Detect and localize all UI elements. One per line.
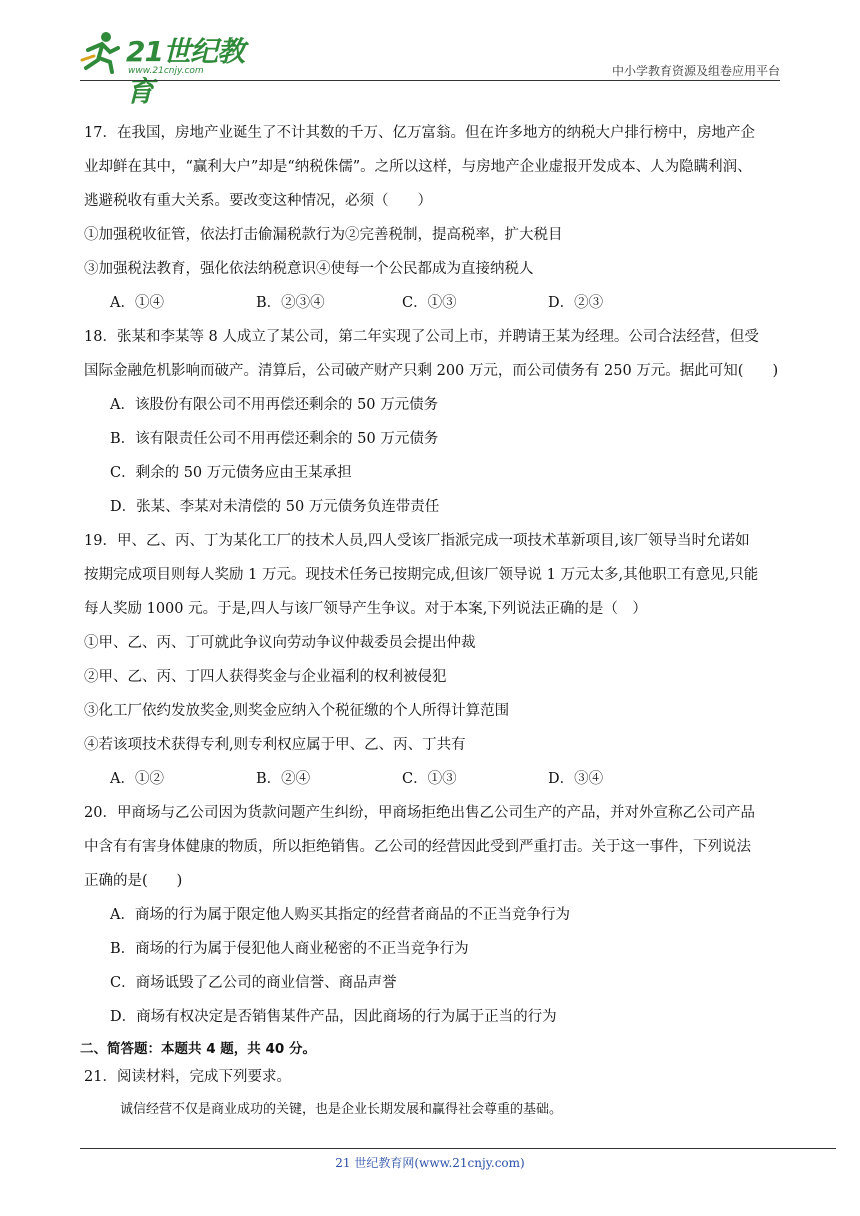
q17-line: 逃避税收有重大关系。要改变这种情况，必须（ ） — [84, 193, 432, 209]
q18-line: 国际金融危机影响而破产。清算后，公司破产财产只剩 200 万元，而公司债务有 250 万元。据此可知( ) — [84, 363, 779, 379]
q17-statement: ①加强税收征管，依法打击偷漏税款行为②完善税制，提高税率，扩大税目 — [84, 227, 563, 243]
page-footer: 21 世纪教育网(www.21cnjy.com) — [335, 1156, 525, 1170]
option: C．剩余的 50 万元债务应由王某承担 — [110, 465, 352, 481]
runner-logo-icon — [80, 30, 124, 74]
option: A．①② — [110, 771, 164, 787]
option: B．商场的行为属于侵犯他人商业秘密的不正当竞争行为 — [110, 941, 469, 957]
q19-line: 每人奖励 1000 元。于是,四人与该厂领导产生争议。对于本案,下列说法正确的是（ ） — [84, 601, 647, 617]
header-divider — [80, 80, 780, 81]
q19-line: 19．甲、乙、丙、丁为某化工厂的技术人员,四人受该厂指派完成一项技术革新项目,该厂领导当时允诺如 — [84, 533, 750, 549]
q19-statement: ②甲、乙、丙、丁四人获得奖金与企业福利的权利被侵犯 — [84, 669, 447, 685]
option: D．张某、李某对未清偿的 50 万元债务负连带责任 — [110, 499, 440, 515]
q17-line: 业却鲜在其中，“赢利大户”却是“纳税侏儒”。之所以这样，与房地产企业虚报开发成本、人为隐瞒利润、 — [84, 159, 752, 175]
q20-line: 20．甲商场与乙公司因为货款问题产生纠纷，甲商场拒绝出售乙公司生产的产品，并对外宣称乙公司产品 — [84, 805, 755, 821]
option: A．商场的行为属于限定他人购买其指定的经营者商品的不正当竞争行为 — [110, 907, 570, 923]
logo-text: 21世纪教育 — [126, 35, 244, 108]
q19-line: 按期完成项目则每人奖励 1 万元。现技术任务已按期完成,但该厂领导说 1 万元太多,其他职工有意见,只能 — [84, 567, 759, 583]
q19-options — [84, 762, 780, 796]
option: D．③④ — [548, 771, 604, 787]
option: C．①③ — [402, 771, 457, 787]
q18-line: 18．张某和李某等 8 人成立了某公司，第二年实现了公司上市，并聘请王某为经理。公司合法经营，但受 — [84, 329, 759, 345]
platform-name: 中小学教育资源及组卷应用平台 — [611, 64, 780, 78]
q19-statement: ①甲、乙、丙、丁可就此争议向劳动争议仲裁委员会提出仲裁 — [84, 635, 476, 651]
option: B．②③④ — [256, 295, 325, 311]
site-logo — [80, 30, 260, 108]
q19-statement: ④若该项技术获得专利,则专利权应属于甲、乙、丙、丁共有 — [84, 737, 466, 753]
q21-line: 21．阅读材料，完成下列要求。 — [84, 1069, 291, 1085]
q17-statement: ③加强税法教育，强化依法纳税意识④使每一个公民都成为直接纳税人 — [84, 261, 534, 277]
option: B．②④ — [256, 771, 311, 787]
option: C．商场诋毁了乙公司的商业信誉、商品声誉 — [110, 975, 397, 991]
q17-options — [84, 286, 780, 320]
option: D．②③ — [548, 295, 604, 311]
option: D．商场有权决定是否销售某件产品，因此商场的行为属于正当的行为 — [110, 1009, 557, 1025]
option: A．①④ — [110, 295, 164, 311]
document-body — [80, 116, 780, 1130]
q20-line: 正确的是( ) — [84, 873, 183, 889]
reading-material: 诚信经营不仅是商业成功的关键，也是企业长期发展和赢得社会尊重的基础。 — [120, 1102, 563, 1117]
logo-url: www.21cnjy.com — [128, 66, 204, 76]
option: B．该有限责任公司不用再偿还剩余的 50 万元债务 — [110, 431, 439, 447]
option: A．该股份有限公司不用再偿还剩余的 50 万元债务 — [110, 397, 439, 413]
q17-line: 17．在我国，房地产业诞生了不计其数的千万、亿万富翁。但在许多地方的纳税大户排行榜中，房地产企 — [84, 125, 755, 141]
footer-divider — [80, 1148, 836, 1149]
page-header — [80, 22, 780, 108]
section-heading: 二、简答题：本题共 4 题，共 40 分。 — [80, 1041, 316, 1057]
option: C．①③ — [402, 295, 457, 311]
q19-statement: ③化工厂依约发放奖金,则奖金应纳入个税征缴的个人所得计算范围 — [84, 703, 510, 719]
q20-line: 中含有有害身体健康的物质，所以拒绝销售。乙公司的经营因此受到严重打击。关于这一事件，下列说法 — [84, 839, 751, 855]
